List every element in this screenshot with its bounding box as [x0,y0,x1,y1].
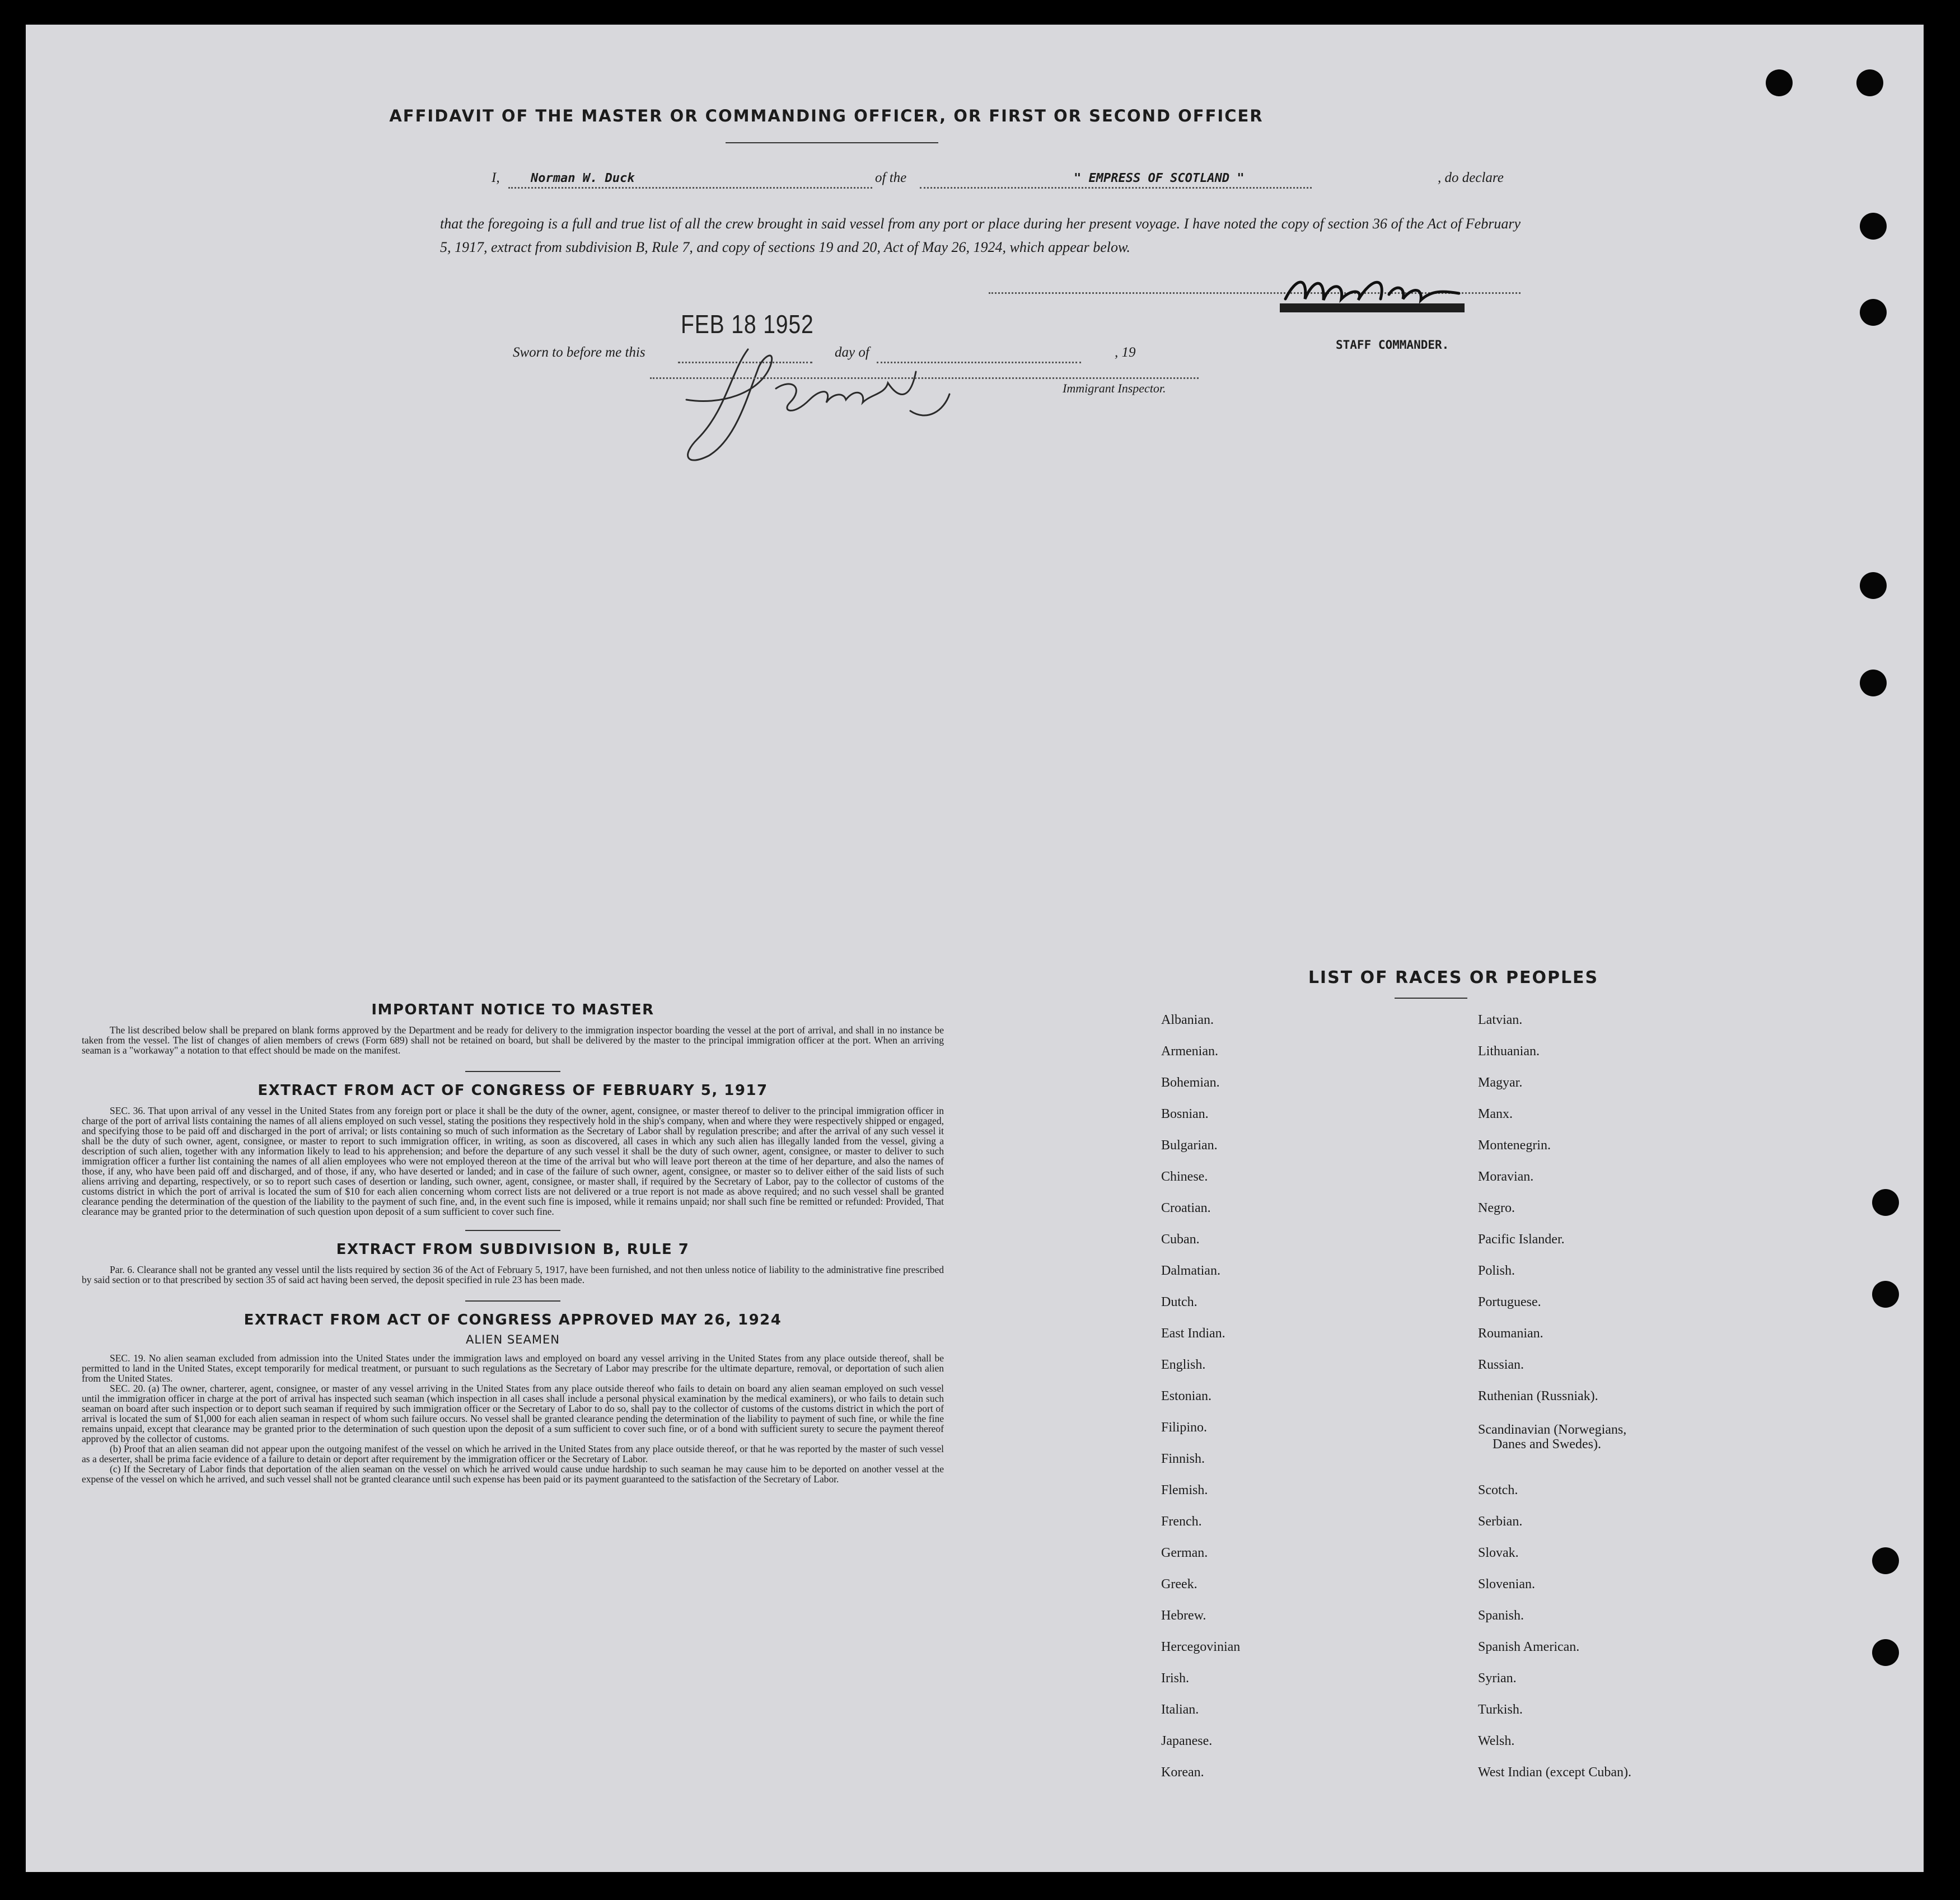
manifest-page [26,25,1924,1872]
notice-text: The list described below shall be prepared on blank forms approved by the Department and be ready for delivery to the immigration inspector boarding the vessel at the port of arrival, and shall in no instance be taken from the vessel. The list of changes of alien members of crews (Form 689) shall not be retained on board, but shall be delivered by the master to the principal immigration officer at the port. When an arriving seaman is a "workaway" a notation to that effect should be made on the manifest. [82,1024,944,1056]
race-left: Bulgarian. [1161,1138,1218,1153]
race-right: Syrian. [1478,1671,1517,1686]
punch-hole [1860,572,1887,599]
declarant-prefix: I, [492,170,500,185]
race-left: Hebrew. [1161,1608,1206,1623]
day-of-label: day of [835,345,869,360]
punch-hole [1872,1189,1899,1216]
race-left: East Indian. [1161,1326,1225,1341]
race-right: Lithuanian. [1478,1044,1540,1059]
race-right: Negro. [1478,1201,1515,1215]
race-left: Dalmatian. [1161,1263,1220,1278]
name-blank [508,187,872,189]
race-left: Dutch. [1161,1295,1197,1309]
race-right: Spanish. [1478,1608,1524,1623]
officer-name: Norman W. Duck [531,171,635,185]
race-right: Slovenian. [1478,1577,1535,1592]
officer-title: STAFF COMMANDER. [1336,338,1449,352]
race-right: Ruthenian (Russniak). [1478,1389,1598,1403]
race-left: Albanian. [1161,1013,1214,1027]
race-left: Bosnian. [1161,1107,1209,1121]
race-right: Serbian. [1478,1514,1523,1529]
race-right: Turkish. [1478,1702,1523,1717]
race-right: Danes and Swedes). [1493,1437,1601,1452]
race-left: Bohemian. [1161,1075,1220,1090]
punch-hole [1860,299,1887,326]
race-left: Hercegovinian [1161,1640,1241,1654]
do-declare-label: , do declare [1438,170,1504,185]
notices-column [82,1002,944,1484]
race-right: Roumanian. [1478,1326,1543,1341]
race-right: Russian. [1478,1358,1524,1372]
vessel-name: " EMPRESS OF SCOTLAND " [1074,171,1245,185]
title-underline [726,142,938,143]
extract-1917-title: EXTRACT FROM ACT OF CONGRESS OF FEBRUARY 5, 1917 [258,1082,768,1099]
punch-hole [1872,1547,1899,1574]
race-left: German. [1161,1546,1208,1560]
sec20c-text: (c) If the Secretary of Labor finds that deportation of the alien seaman on the vessel on which he arrived would cause undue hardship to such seaman he may cause him to be deported on another vessel at the expense of the vessel on which he arrived, and such vessel shall not be granted clearance until such expense has been paid or its payment guaranteed to the satisfaction of the Secretary of Labor. [82,1463,944,1485]
affidavit-title: AFFIDAVIT OF THE MASTER OR COMMANDING OFFICER, OR FIRST OR SECOND OFFICER [389,106,1264,125]
punch-hole [1860,213,1887,240]
sec19-text: SEC. 19. No alien seaman excluded from admission into the United States under the immigration laws and employed on board any vessel arriving in the United States from any place outside thereof, shall be permitted to land in the United States, except temporarily for medical treatment, or pursuant to such regulations as the Secretary of Labor may prescribe for the ultimate departure, removal, or deportation of such alien from the United States. [82,1353,944,1384]
race-right: Polish. [1478,1263,1515,1278]
race-right: Slovak. [1478,1546,1519,1560]
race-left: Flemish. [1161,1483,1208,1497]
race-right: Welsh. [1478,1734,1515,1748]
punch-hole [1766,69,1793,96]
rule7-title: EXTRACT FROM SUBDIVISION B, RULE 7 [336,1241,690,1258]
races-underline [1395,998,1467,999]
race-left: Finnish. [1161,1452,1205,1466]
race-right: Moravian. [1478,1169,1534,1184]
race-left: Irish. [1161,1671,1189,1686]
race-left: Armenian. [1161,1044,1218,1059]
race-left: Korean. [1161,1765,1204,1780]
race-right: West Indian (except Cuban). [1478,1765,1631,1780]
of-the-label: of the [875,170,907,185]
inspector-line [650,377,1199,379]
divider [465,1230,560,1231]
rule7-text: Par. 6. Clearance shall not be granted any vessel until the lists required by section 36 of the Act of February 5, 1917, have been furnished, and not then unless notice of liability to the administrative fine prescribed by said section or to that prescribed by section 35 of said act having been served, the deposit specified in rule 23 has been made. [82,1264,944,1285]
year-label: , 19 [1115,345,1136,360]
punch-hole [1856,69,1883,96]
race-right: Scandinavian (Norwegians, [1478,1422,1627,1437]
master-signature [1274,260,1481,321]
sec20b-text: (b) Proof that an alien seaman did not appear upon the outgoing manifest of the vessel on which he arrived in the United States from any place outside thereof, or that he was reported by the master of such vessel as a deserter, shall be prima facie evidence of a failure to detain or deport after requirement by the immigration officer or the Secretary of Labor. [82,1443,944,1464]
extract-1924-title: EXTRACT FROM ACT OF CONGRESS APPROVED MAY 26, 1924 [244,1312,782,1328]
extract-1917-text: SEC. 36. That upon arrival of any vessel in the United States from any foreign port or place it shall be the duty of the owner, agent, consignee, or master thereof to deliver to the principal immigration officer in charge of the port of arrival lists containing the names of all aliens employed on such vessel, stating the positions they respectively hold in the ship's company, when and where they were respectively shipped or engaged, and specifying those to be paid off and discharged in the port of arrival; or lists containing so much of such information as the Secretary of Labor shall by regulation prescribe; and after the arrival of any such vessel it shall be the duty of such owner, agent, consignee, or master to report to such immigration officer, in writing, as soon as discovered, all cases in which any such alien has illegally landed from the vessel, giving a description of such alien, together with any information likely to lead to his apprehension; and before the departure of any such vessel it shall be the duty of such owner, agent, consignee, or master to deliver to such immigration officer a further list containing the names of all alien employees who were not employed thereon at the time of the arrival but who will leave port thereon at the time of her departure, and also the names of those, if any, who have been paid off and discharged, and of those, if any, who have deserted or landed; and in case of the failure of such owner, agent, consignee, or master so to deliver either of the said lists of such aliens arriving and departing, respectively, or so to report such cases of desertion or landing, such owner, agent, consignee, or master shall, if required by the Secretary of Labor, pay to the collector of customs of the customs district in which the port of arrival is located the sum of $10 for each alien concerning whom correct lists are not delivered or a true report is not made as above required; and no such vessel shall be granted clearance pending the determination of the question of the liability to the payment of such fine, and, in the event such fine is imposed, while it remains unpaid; nor shall such fine be remitted or refunded: Provided, That clearance may be granted prior to the determination of such question upon deposit of a sum sufficient to cover such fine. [82,1105,944,1217]
declarant-line [464,170,1522,193]
punch-hole [1872,1281,1899,1308]
alien-seamen-subtitle: ALIEN SEAMEN [466,1333,560,1346]
race-right: Pacific Islander. [1478,1232,1565,1247]
race-left: Greek. [1161,1577,1197,1592]
race-left: Estonian. [1161,1389,1211,1403]
race-left: Italian. [1161,1702,1199,1717]
divider [465,1300,560,1302]
race-right: Spanish American. [1478,1640,1580,1654]
race-right: Manx. [1478,1107,1513,1121]
punch-hole [1860,670,1887,696]
divider [465,1071,560,1072]
race-left: French. [1161,1514,1202,1529]
race-left: Cuban. [1161,1232,1200,1247]
race-left: English. [1161,1358,1206,1372]
date-stamp: FEB 18 1952 [681,310,814,339]
vessel-blank [920,187,1312,189]
race-right: Magyar. [1478,1075,1523,1090]
race-left: Japanese. [1161,1734,1213,1748]
races-title: LIST OF RACES OR PEOPLES [1308,968,1599,988]
race-right: Scotch. [1478,1483,1518,1497]
punch-hole [1872,1639,1899,1666]
race-left: Filipino. [1161,1420,1208,1435]
notice-title: IMPORTANT NOTICE TO MASTER [371,1002,654,1018]
race-left: Chinese. [1161,1169,1208,1184]
sworn-label: Sworn to before me this [513,345,645,360]
inspector-signature [664,327,955,472]
race-right: Portuguese. [1478,1295,1541,1309]
race-left: Croatian. [1161,1201,1211,1215]
affidavit-body: that the foregoing is a full and true list of all the crew brought in said vessel from any port or place during her present voyage. I have noted the copy of section 36 of the Act of February 5, 1917, extract from subdivision B, Rule 7, and copy of sections 19 and 20, Act of May 26, 1924, which appear below. [440,216,1521,255]
inspector-label: Immigrant Inspector. [1063,381,1166,395]
race-right: Montenegrin. [1478,1138,1551,1153]
race-right: Latvian. [1478,1013,1523,1027]
sec20a-text: SEC. 20. (a) The owner, charterer, agent, consignee, or master of any vessel arriving in the United States from any place outside thereof who fails to detain on board any alien seaman employed on such vessel until the immigration officer in charge at the port of arrival has inspected such seaman (which inspection in all cases shall include a personal physical examination by the medical examiners), or who fails to detain such seaman on board after such inspection or to deport such seaman if required by such immigration officer or the Secretary of Labor to do so, shall pay to the collector of customs of the customs district in which the port of arrival is located the sum of $1,000 for each alien seaman in respect of whom such failure occurs. No vessel shall be granted clearance pending the determination of the liability to payment of such fine, or while the fine remains unpaid, except that clearance may be granted prior to the determination of such question upon the deposit of a sum sufficient to cover such fine, or of a bond with sufficient surety to secure the payment thereof approved by the collector of customs. [82,1383,944,1444]
